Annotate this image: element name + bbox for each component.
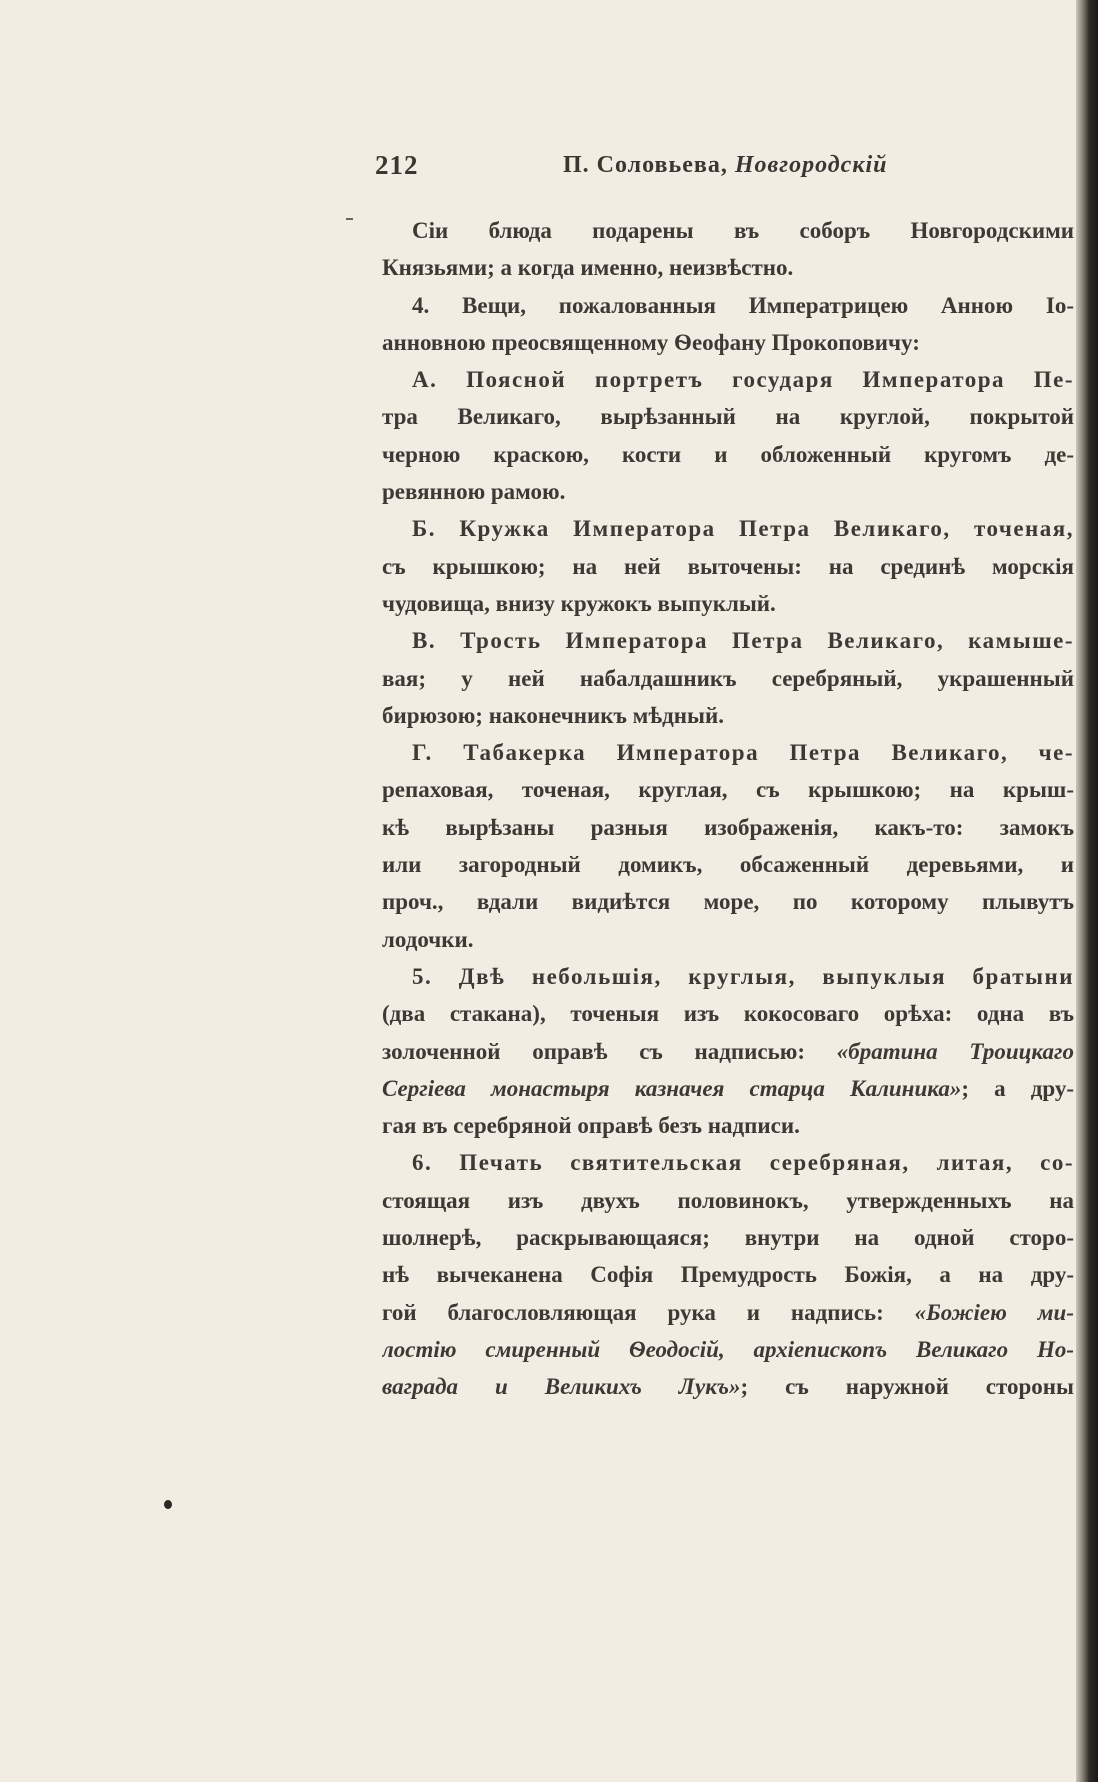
text-line bbox=[382, 1256, 1074, 1293]
running-title-place: Новгородскій bbox=[734, 152, 888, 178]
page-number: 212 bbox=[375, 150, 419, 180]
text-run: Сіи блюда подарены въ соборъ Новгородскими bbox=[412, 218, 1074, 243]
text-line bbox=[382, 771, 1074, 808]
text-line bbox=[382, 921, 1074, 958]
page-edge-shadow bbox=[1076, 0, 1098, 1782]
text-line bbox=[382, 473, 1074, 510]
text-run: ; съ наружной стороны bbox=[740, 1374, 1074, 1400]
text-run: 5. Двѣ небольшія, круглыя, выпуклыя братыни bbox=[412, 963, 1074, 989]
text-run: А. Поясной портретъ государя Императора Пе- bbox=[412, 367, 1074, 393]
text-run: стоящая изъ двухъ половинокъ, утвержденныхъ на bbox=[382, 1187, 1074, 1213]
text-line bbox=[382, 324, 1074, 361]
text-run: чудовища, внизу кружокъ выпуклый. bbox=[382, 590, 776, 616]
italic-run: лостію смиренный Ѳеодосій, архіепископъ Великаго Но- bbox=[382, 1336, 1074, 1362]
text-line bbox=[382, 883, 1074, 920]
text-line bbox=[382, 1144, 1074, 1181]
body-text bbox=[382, 212, 1074, 1406]
running-title bbox=[563, 152, 888, 179]
text-run: анновною преосвященному Ѳеофану Прокоповичу: bbox=[382, 329, 920, 355]
text-run: бирюзою; наконечникъ мѣдный. bbox=[382, 702, 725, 728]
text-line bbox=[382, 398, 1074, 435]
italic-run: «братина Троицкаго bbox=[836, 1038, 1074, 1064]
text-run: гой благословляющая рука и надпись: bbox=[382, 1299, 915, 1325]
text-line bbox=[382, 361, 1074, 398]
text-run: Г. Табакерка Императора Петра Великаго, че- bbox=[412, 740, 1074, 766]
text-line bbox=[382, 697, 1074, 734]
text-run: кѣ вырѣзаны разныя изображенія, какъ-то: замокъ bbox=[382, 814, 1074, 840]
text-run: лодочки. bbox=[382, 926, 474, 952]
text-line bbox=[382, 436, 1074, 473]
text-line bbox=[382, 287, 1074, 324]
text-run: золоченной оправѣ съ надписью: bbox=[382, 1038, 837, 1064]
text-run: 6. Печать святительская серебряная, литая, со- bbox=[412, 1150, 1074, 1176]
text-run: тра Великаго, вырѣзанный на круглой, покрытой bbox=[382, 404, 1074, 430]
text-line bbox=[382, 510, 1074, 547]
running-title-author: П. Соловьева, bbox=[563, 152, 728, 178]
text-line bbox=[382, 734, 1074, 771]
text-line bbox=[382, 958, 1074, 995]
text-line bbox=[382, 212, 1074, 249]
text-run: репаховая, точеная, круглая, съ крышкою; на крыш- bbox=[382, 777, 1074, 803]
text-line bbox=[382, 1294, 1074, 1331]
margin-mark bbox=[346, 218, 353, 220]
text-run: нѣ вычеканена Софія Премудрость Божія, а на дру- bbox=[382, 1262, 1074, 1288]
italic-run: Сергіева монастыря казначея старца Калиника» bbox=[382, 1075, 962, 1101]
text-run: или загородный домикъ, обсаженный деревьями, и bbox=[382, 852, 1074, 878]
text-line bbox=[382, 1219, 1074, 1256]
text-line bbox=[382, 1107, 1074, 1144]
text-line bbox=[382, 660, 1074, 697]
italic-run: «Божіею ми- bbox=[914, 1299, 1074, 1325]
text-run: 4. Вещи, пожалованныя Императрицею Анною Іо- bbox=[412, 292, 1074, 318]
ink-speck bbox=[164, 1500, 172, 1509]
text-run: проч., вдали видиѣтся море, по которому плывутъ bbox=[382, 889, 1074, 915]
text-run: В. Трость Императора Петра Великаго, камыше- bbox=[412, 628, 1074, 654]
text-line bbox=[382, 1070, 1074, 1107]
text-line bbox=[382, 548, 1074, 585]
text-run: черною краскою, кости и обложенный кругомъ де- bbox=[382, 441, 1074, 467]
italic-run: ваграда и Великихъ Лукъ» bbox=[382, 1374, 741, 1400]
text-run: гая въ серебряной оправѣ безъ надписи. bbox=[382, 1113, 800, 1139]
text-line bbox=[382, 1368, 1074, 1405]
text-line bbox=[382, 622, 1074, 659]
text-run: Б. Кружка Императора Петра Великаго, точеная, bbox=[412, 516, 1074, 542]
text-line bbox=[382, 809, 1074, 846]
text-line bbox=[382, 1182, 1074, 1219]
text-line bbox=[382, 249, 1074, 286]
text-run: ; а дру- bbox=[961, 1075, 1074, 1101]
text-run: вая; у ней набалдашникъ серебряный, украшенный bbox=[382, 665, 1074, 691]
text-line bbox=[382, 995, 1074, 1032]
text-run: съ крышкою; на ней выточены: на срединѣ морскія bbox=[382, 553, 1074, 579]
text-line bbox=[382, 585, 1074, 622]
text-line bbox=[382, 1033, 1074, 1070]
text-run: ревянною рамою. bbox=[382, 479, 566, 505]
text-run: Князьями; а когда именно, неизвѣстно. bbox=[382, 255, 794, 281]
running-head bbox=[375, 150, 1015, 190]
text-line bbox=[382, 846, 1074, 883]
text-run: шолнерѣ, раскрывающаяся; внутри на одной сторо- bbox=[382, 1225, 1074, 1251]
text-run: (два стакана), точеныя изъ кокосоваго орѣха: одна въ bbox=[382, 1001, 1074, 1027]
text-line bbox=[382, 1331, 1074, 1368]
